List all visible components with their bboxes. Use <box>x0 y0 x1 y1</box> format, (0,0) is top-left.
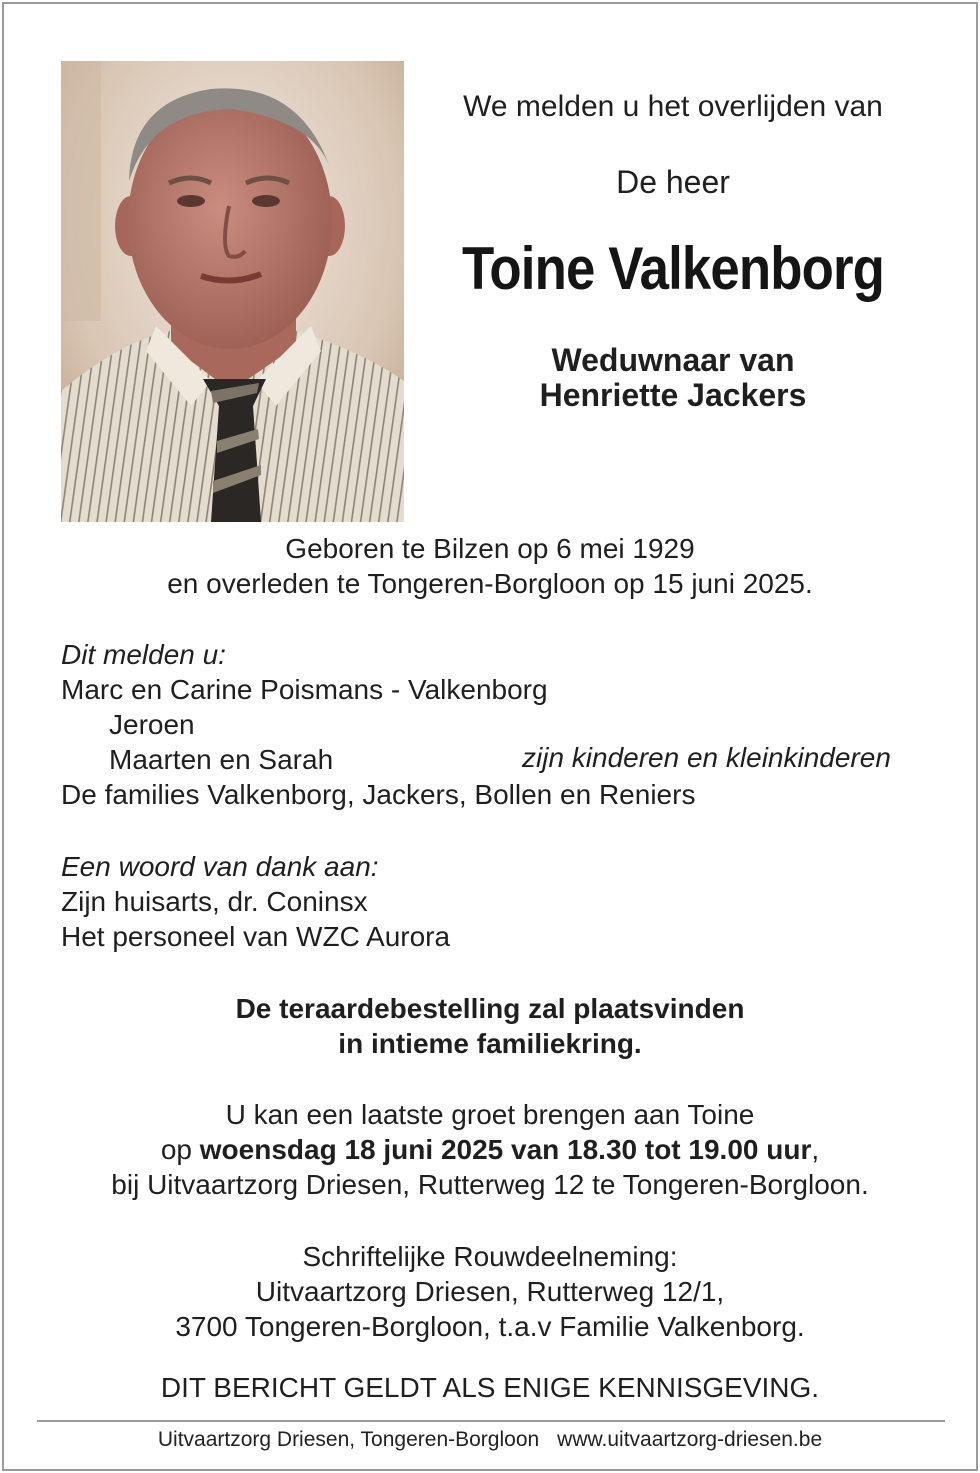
family-relation-note: zijn kinderen en kleinkinderen <box>522 742 891 773</box>
obituary-card <box>2 2 978 1471</box>
notice-line: DIT BERICHT GELDT ALS ENIGE KENNISGEVING. <box>160 1372 820 1403</box>
footer <box>4 1428 976 1452</box>
visit-prefix: op <box>160 1134 200 1165</box>
condolence-line-2: Uitvaartzorg Driesen, Rutterweg 12/1, <box>255 1276 725 1307</box>
thanks-line-2: Het personeel van WZC Aurora <box>61 921 451 952</box>
family-list <box>61 637 695 812</box>
burial-info <box>4 991 976 1061</box>
visit-line-1: U kan een laatste groet brengen aan Toine <box>225 1099 755 1130</box>
portrait-photo <box>61 61 404 522</box>
visit-line-3: bij Uitvaartzorg Driesen, Rutterweg 12 te Tongeren-Borgloon. <box>111 1169 869 1200</box>
family-line-2: Jeroen <box>109 709 195 740</box>
family-line-3: Maarten en Sarah <box>109 744 334 775</box>
widow-info <box>404 343 942 413</box>
announcement-line: We melden u het overlijden van <box>463 90 883 123</box>
family-line-4: De families Valkenborg, Jackers, Bollen en Reniers <box>61 779 696 810</box>
widow-line-1: Weduwnaar van <box>551 342 795 378</box>
visit-line-2 <box>4 1132 976 1167</box>
visit-datetime: woensdag 18 juni 2025 van 18.30 tot 19.00 uur <box>199 1134 812 1165</box>
thanks-heading: Een woord van dank aan: <box>61 851 379 882</box>
thanks-line-1: Zijn huisarts, dr. Coninsx <box>61 886 368 917</box>
burial-line-1: De teraardebestelling zal plaatsvinden <box>235 993 745 1024</box>
burial-line-2: in intieme familiekring. <box>338 1028 642 1059</box>
birth-death-info <box>4 531 976 601</box>
birth-line: Geboren te Bilzen op 6 mei 1929 <box>285 533 695 564</box>
footer-divider <box>37 1420 945 1422</box>
visit-suffix: , <box>811 1134 820 1165</box>
condolence-info <box>4 1239 976 1344</box>
footer-company: Uitvaartzorg Driesen, Tongeren-Borgloon <box>157 1428 540 1451</box>
widow-line-2: Henriette Jackers <box>539 377 807 413</box>
portrait-image <box>61 61 404 522</box>
thanks-list <box>61 849 450 954</box>
death-line: en overleden te Tongeren-Borgloon op 15 juni 2025. <box>167 568 813 599</box>
deceased-name: Toine Valkenborg <box>461 235 885 302</box>
visit-info <box>4 1097 976 1202</box>
condolence-line-3: 3700 Tongeren-Borgloon, t.a.v Familie Valkenborg. <box>175 1311 805 1342</box>
family-heading: Dit melden u: <box>61 639 226 670</box>
family-line-1: Marc en Carine Poismans - Valkenborg <box>61 674 548 705</box>
footer-website[interactable]: www.uitvaartzorg-driesen.be <box>557 1428 823 1451</box>
salutation: De heer <box>616 164 730 200</box>
condolence-line-1: Schriftelijke Rouwdeelneming: <box>302 1241 678 1272</box>
